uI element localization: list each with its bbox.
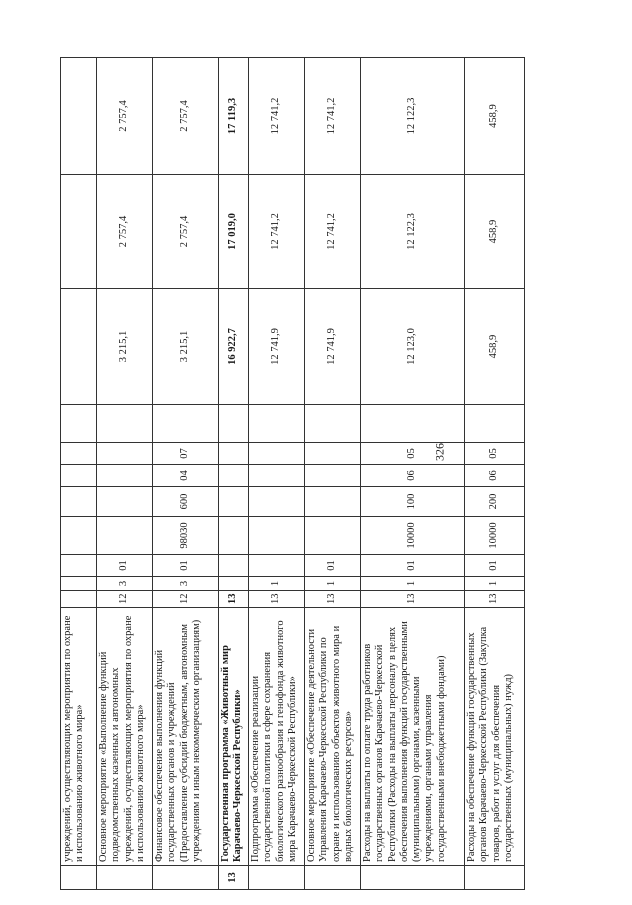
amount-cell: 2 757,4	[153, 58, 219, 175]
code-cell	[305, 517, 361, 555]
code-cell	[61, 405, 97, 443]
code-cell	[219, 577, 249, 591]
row-index	[465, 866, 525, 890]
code-cell	[249, 465, 305, 487]
table-row	[153, 58, 219, 890]
code-cell	[61, 443, 97, 465]
code-cell	[305, 443, 361, 465]
row-index: 13	[219, 866, 249, 890]
code-cell	[61, 487, 97, 517]
code-cell: 13	[305, 591, 361, 608]
row-index	[361, 866, 465, 890]
amount-cell: 17 119,3	[219, 58, 249, 175]
budget-table	[60, 57, 525, 890]
amount-cell: 12 741,2	[249, 58, 305, 175]
code-cell	[153, 405, 219, 443]
table-body	[61, 58, 525, 890]
amount-cell	[61, 175, 97, 289]
table-row	[305, 58, 361, 890]
rotated-table-wrapper	[60, 60, 570, 890]
code-cell	[249, 517, 305, 555]
code-cell	[465, 405, 525, 443]
code-cell	[97, 487, 153, 517]
amount-cell: 2 757,4	[97, 175, 153, 289]
code-cell	[61, 577, 97, 591]
amount-cell: 12 123,0	[361, 289, 465, 405]
code-cell: 10000	[465, 517, 525, 555]
table-row	[249, 58, 305, 890]
code-cell	[97, 517, 153, 555]
row-description: Государственная программа «Животный мир Карачаево-Черкесской Республики»	[219, 608, 249, 866]
amount-cell: 12 741,2	[305, 58, 361, 175]
code-cell: 100	[361, 487, 465, 517]
table-row	[219, 58, 249, 890]
code-cell	[97, 443, 153, 465]
code-cell	[219, 443, 249, 465]
code-cell: 01	[97, 555, 153, 577]
code-cell	[61, 465, 97, 487]
amount-cell: 12 741,2	[249, 175, 305, 289]
code-cell	[61, 555, 97, 577]
row-description: Основное мероприятие «Выполнение функций подведомственных казенных и автономных учреждений, осуществляющих мероприятия по охране и использованию животного мира»	[97, 608, 153, 866]
amount-cell	[61, 289, 97, 405]
code-cell: 13	[465, 591, 525, 608]
amount-cell: 12 122,3	[361, 175, 465, 289]
code-cell	[219, 517, 249, 555]
row-index	[305, 866, 361, 890]
code-cell	[219, 555, 249, 577]
row-description: учреждений, осуществляющих мероприятия по охране и использованию животного мира»	[61, 608, 97, 866]
code-cell	[305, 405, 361, 443]
code-cell	[97, 465, 153, 487]
code-cell: 600	[153, 487, 219, 517]
code-cell	[305, 487, 361, 517]
row-index	[61, 866, 97, 890]
code-cell: 1	[249, 577, 305, 591]
row-description: Основное мероприятие «Обеспечение деятельности Управления Карачаево-Черкесской Республики по охране и использованию объектов животного мира и водных биологических ресурсов»	[305, 608, 361, 866]
code-cell: 12	[97, 591, 153, 608]
code-cell: 12	[153, 591, 219, 608]
amount-cell: 458,9	[465, 58, 525, 175]
amount-cell: 3 215,1	[153, 289, 219, 405]
row-description: Расходы на выплаты по оплате труда работников государственных органов Карачаево-Черкесской Республики (Расходы на выплаты персоналу в целях обеспечения выполнения функций государственными (муниципальными) органами, казенными учреждениями, органами управления государственными внебюджетными фондами)	[361, 608, 465, 866]
code-cell: 01	[305, 555, 361, 577]
amount-cell: 12 122,3	[361, 58, 465, 175]
code-cell: 01	[153, 555, 219, 577]
code-cell: 200	[465, 487, 525, 517]
amount-cell: 3 215,1	[97, 289, 153, 405]
amount-cell: 16 922,7	[219, 289, 249, 405]
table-row	[61, 58, 97, 890]
code-cell: 10000	[361, 517, 465, 555]
table-row	[361, 58, 465, 890]
code-cell: 04	[153, 465, 219, 487]
code-cell	[249, 405, 305, 443]
code-cell	[249, 487, 305, 517]
table-row	[465, 58, 525, 890]
amount-cell: 2 757,4	[153, 175, 219, 289]
code-cell: 06	[361, 465, 465, 487]
amount-cell	[61, 58, 97, 175]
amount-cell: 17 019,0	[219, 175, 249, 289]
code-cell	[97, 405, 153, 443]
amount-cell: 458,9	[465, 175, 525, 289]
code-cell: 1	[361, 577, 465, 591]
code-cell	[361, 405, 465, 443]
row-index	[249, 866, 305, 890]
code-cell: 13	[249, 591, 305, 608]
code-cell	[61, 517, 97, 555]
code-cell	[219, 487, 249, 517]
code-cell: 13	[361, 591, 465, 608]
row-index	[97, 866, 153, 890]
code-cell: 06	[465, 465, 525, 487]
code-cell	[219, 465, 249, 487]
amount-cell: 12 741,2	[305, 175, 361, 289]
code-cell	[249, 443, 305, 465]
code-cell: 3	[97, 577, 153, 591]
code-cell	[305, 465, 361, 487]
code-cell: 05	[361, 443, 465, 465]
row-description: Подпрограмма «Обеспечение реализации государственной политики в сфере сохранения биологического разнообразия и генофонда животного мира Карачаево-Черкесской Республики»	[249, 608, 305, 866]
code-cell: 01	[361, 555, 465, 577]
row-description: Финансовое обеспечение выполнения функций государственных органов и учреждений (Предоставление субсидий бюджетным, автономным учреждениям и иным некоммерческим организациям)	[153, 608, 219, 866]
code-cell: 05	[465, 443, 525, 465]
code-cell	[219, 405, 249, 443]
code-cell: 1	[305, 577, 361, 591]
row-index	[153, 866, 219, 890]
table-row	[97, 58, 153, 890]
amount-cell: 12 741,9	[305, 289, 361, 405]
code-cell: 3	[153, 577, 219, 591]
code-cell: 98030	[153, 517, 219, 555]
page-number: 326	[432, 443, 447, 461]
amount-cell: 12 741,9	[249, 289, 305, 405]
amount-cell: 2 757,4	[97, 58, 153, 175]
code-cell: 01	[465, 555, 525, 577]
code-cell	[249, 555, 305, 577]
row-description: Расходы на обеспечение функций государственных органов Карачаево-Черкесской Республики (Закупка товаров, работ и услуг для обеспечения государственных (муниципальных) нужд)	[465, 608, 525, 866]
code-cell: 13	[219, 591, 249, 608]
code-cell	[61, 591, 97, 608]
code-cell: 1	[465, 577, 525, 591]
amount-cell: 458,9	[465, 289, 525, 405]
code-cell: 07	[153, 443, 219, 465]
